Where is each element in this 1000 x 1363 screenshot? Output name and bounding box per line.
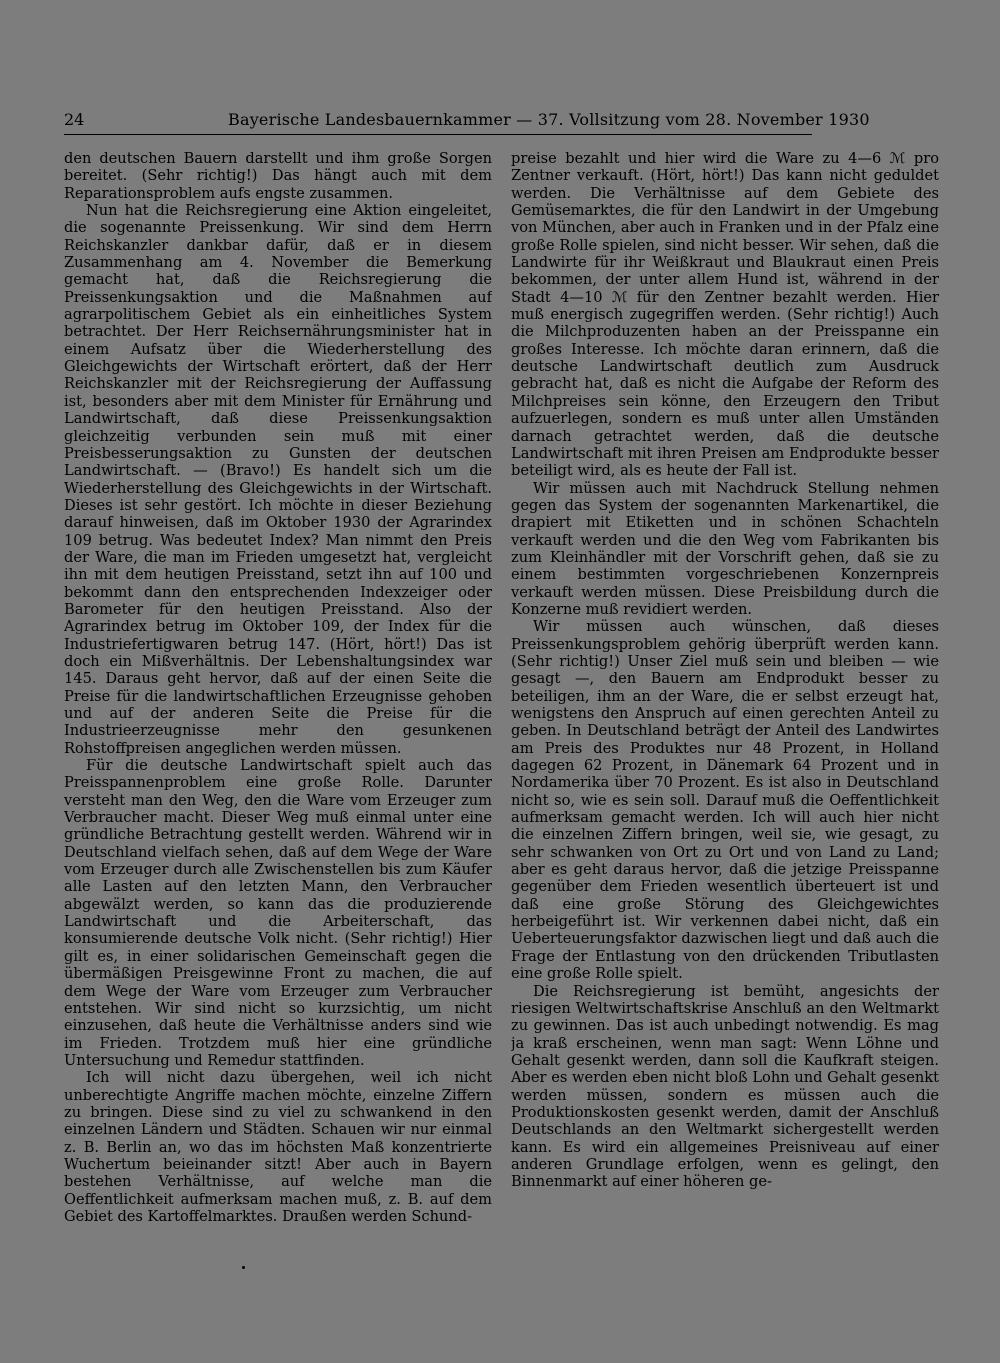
left-column: [64, 150, 492, 1230]
paragraph: preise bezahlt und hier wird die Ware zu 4—6 ℳ pro Zentner verkauft. (Hört, hört!) Das kann nicht geduldet werden. Die Verhältnisse auf dem Gebiete des Gemüsemarktes, die für den Landwirt in der Umgebung von München, aber auch in Franken und in der Pfalz eine große Rolle spielen, sind nicht besser. Wir sehen, daß die Landwirte für ihr Weißkraut und Blaukraut einen Preis bekommen, der unter allem Hund ist, während in der Stadt 4—10 ℳ für den Zentner bezahlt werden. Hier muß energisch zugegriffen werden. (Sehr richtig!) Auch die Milchproduzenten haben an der Preisspanne ein großes Interesse. Ich möchte daran erinnern, daß die deutsche Landwirtschaft deutlich zum Ausdruck gebracht hat, daß es nicht die Aufgabe der Reform des Milchpreises sein könne, den Erzeugern den Tribut aufzuerlegen, sondern es muß unter allen Umständen darnach getrachtet werden, daß die deutsche Landwirtschaft mit ihren Preisen am Endprodukte besser beteiligt wird, als es heute der Fall ist.: [511, 150, 939, 480]
page-header: [64, 108, 870, 135]
page-number: 24: [64, 110, 85, 129]
paragraph: Wir müssen auch mit Nachdruck Stellung nehmen gegen das System der sogenannten Markenartikel, die drapiert mit Etiketten und in schönen Schachteln verkauft werden und die den Weg vom Fabrikanten bis zum Kleinhändler mit der Vorschrift gehen, daß sie zu einem bestimmten vorgeschriebenen Konzernpreis verkauft werden müssen. Diese Preisbildung durch die Konzerne muß revidiert werden.: [511, 479, 939, 618]
paragraph: Ich will nicht dazu übergehen, weil ich nicht unberechtigte Angriffe machen möchte, einzelne Ziffern zu bringen. Diese sind zu viel zu schwankend in den einzelnen Ländern und Städten. Schauen wir nur einmal z. B. Berlin an, wo das im höchsten Maß konzentrierte Wuchertum beieinander sitzt! Aber auch in Bayern bestehen Verhältnisse, auf welche man die Oeffentlichkeit aufmerksam machen muß, z. B. auf dem Gebiet des Kartoffelmarktes. Draußen werden Schund-: [64, 1069, 492, 1225]
paragraph: Nun hat die Reichsregierung eine Aktion eingeleitet, die sogenannte Preissenkung. Wir sind dem Herrn Reichskanzler dankbar dafür, daß er in diesem Zusammenhang am 4. November die Bemerkung gemacht hat, daß die Reichsregierung die Preissenkungsaktion und die Maßnahmen auf agrarpolitischem Gebiet als ein einheitliches System betrachtet. Der Herr Reichsernährungsminister hat in einem Aufsatz über die Wiederherstellung des Gleichgewichts der Wirtschaft erörtert, daß der Herr Reichskanzler mit der Reichsregierung der Auffassung ist, besonders aber mit dem Minister für Ernährung und Landwirtschaft, daß diese Preissenkungsaktion gleichzeitig verbunden sein muß mit einer Preisbesserungsaktion zu Gunsten der deutschen Landwirtschaft. — (Bravo!) Es handelt sich um die Wiederherstellung des Gleichgewichts in der Wirtschaft. Dieses ist sehr gestört. Ich möchte in dieser Beziehung darauf hinweisen, daß im Oktober 1930 der Agrarindex 109 betrug. Was bedeutet Index? Man nimmt den Preis der Ware, die man im Frieden umgesetzt hat, vergleicht ihn mit dem heutigen Preisstand, setzt ihn auf 100 und bekommt dann den entsprechenden Indexzeiger oder Barometer für den heutigen Preisstand. Also der Agrarindex betrug im Oktober 109, der Index für die Industriefertigwaren betrug 147. (Hört, hört!) Das ist doch ein Mißverhältnis. Der Lebenshaltungsindex war 145. Daraus geht hervor, daß auf der einen Seite die Preise für die landwirtschaftlichen Erzeugnisse gehoben und auf der anderen Seite die Preise für die Industrieerzeugnisse mehr den gesunkenen Rohstoffpreisen angeglichen werden müssen.: [64, 202, 492, 757]
paragraph: Wir müssen auch wünschen, daß dieses Preissenkungsproblem gehörig überprüft werden kann. (Sehr richtig!) Unser Ziel muß sein und bleiben — wie gesagt —, den Bauern am Endprodukt besser zu beteiligen, ihm an der Ware, die er selbst erzeugt hat, wenigstens den Anspruch auf einen gerechten Anteil zu geben. In Deutschland beträgt der Anteil des Landwirtes am Preis des Produktes nur 48 Prozent, in Holland dagegen 62 Prozent, in Dänemark 64 Prozent und in Nordamerika über 70 Prozent. Es ist also in Deutschland nicht so, wie es sein soll. Darauf muß die Oeffentlichkeit aufmerksam gemacht werden. Ich will auch hier nicht die einzelnen Ziffern bringen, weil sie, wie gesagt, zu sehr schwanken von Ort zu Ort und von Land zu Land; aber es geht daraus hervor, daß die jetzige Preisspanne gegenüber dem Frieden wesentlich überteuert ist und daß eine große Störung des Gleichgewichtes herbeigeführt ist. Wir verkennen dabei nicht, daß ein Ueberteuerungsfaktor dazwischen liegt und daß auch die Frage der Entlastung von den drückenden Tributlasten eine große Rolle spielt.: [511, 618, 939, 983]
right-column: [511, 150, 939, 1230]
paragraph: den deutschen Bauern darstellt und ihm große Sorgen bereitet. (Sehr richtig!) Das hängt auch mit dem Reparationsproblem aufs engste zusammen.: [64, 150, 492, 202]
running-title: Bayerische Landesbauernkammer — 37. Vollsitzung vom 28. November 1930: [228, 110, 870, 129]
paragraph: Die Reichsregierung ist bemüht, angesichts der riesigen Weltwirtschaftskrise Anschluß an den Weltmarkt zu gewinnen. Das ist auch unbedingt notwendig. Es mag ja kraß erscheinen, wenn man sagt: Wenn Löhne und Gehalt gesenkt werden, dann soll die Kaufkraft steigen. Aber es werden eben nicht bloß Lohn und Gehalt gesenkt werden müssen, sondern es müssen auch die Produktionskosten gesenkt werden, damit der Anschluß Deutschlands an den Weltmarkt sichergestellt werden kann. Es wird ein allgemeines Preisniveau auf einer anderen Grundlage erfolgen, wenn es gelingt, den Binnenmarkt auf einer höheren ge-: [511, 982, 939, 1191]
paragraph: Für die deutsche Landwirtschaft spielt auch das Preisspannenproblem eine große Rolle. Darunter versteht man den Weg, den die Ware vom Erzeuger zum Verbraucher macht. Dieser Weg muß einmal unter eine gründliche Betrachtung gestellt werden. Während wir in Deutschland vielfach sehen, daß auf dem Wege der Ware vom Erzeuger durch alle Zwischenstellen bis zum Käufer alle Lasten auf den letzten Mann, den Verbraucher abgewälzt werden, so kann das die produzierende Landwirtschaft und die Arbeiterschaft, das konsumierende deutsche Volk nicht. (Sehr richtig!) Hier gilt es, in einer solidarischen Gemeinschaft gegen die übermäßigen Preisgewinne Front zu machen, die auf dem Wege der Ware vom Erzeuger zum Verbraucher entstehen. Wir sind nicht so kurzsichtig, um nicht einzusehen, daß heute die Verhältnisse anders sind wie im Frieden. Trotzdem muß hier eine gründliche Untersuchung und Remedur stattfinden.: [64, 757, 492, 1069]
ink-speck: [242, 1266, 245, 1269]
